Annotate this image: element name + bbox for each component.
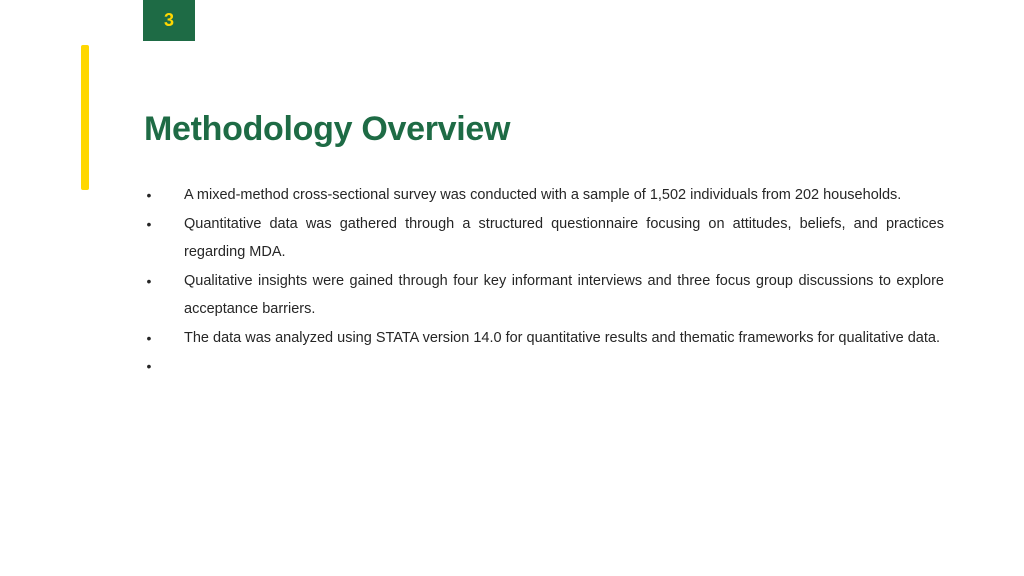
accent-bar (81, 45, 89, 190)
bullet-text: Qualitative insights were gained through four key informant interviews and three focus group discussions to explore acceptance barriers. (184, 272, 944, 317)
bullet-dot-icon: • (146, 272, 152, 289)
slide-number-badge (143, 0, 195, 41)
bullet-text: Quantitative data was gathered through a structured questionnaire focusing on attitudes, beliefs, and practices regarding MDA. (184, 215, 944, 260)
bullet-item-empty (143, 352, 944, 381)
bullet-list (143, 181, 944, 381)
bullet-dot-icon: • (146, 187, 152, 203)
bullet-item (143, 324, 944, 353)
bullet-text: A mixed-method cross-sectional survey was conducted with a sample of 1,502 individuals from 202 households. (184, 187, 902, 203)
slide-number: 3 (163, 10, 174, 30)
bullet-dot-icon: • (146, 329, 152, 346)
bullet-dot-icon: • (146, 358, 152, 374)
slide-title: Methodology Overview (144, 110, 511, 148)
bullet-text: The data was analyzed using STATA version 14.0 for quantitative results and thematic frameworks for qualitative data. (184, 329, 940, 346)
bullet-dot-icon: • (146, 215, 152, 232)
bullet-item (143, 210, 944, 267)
bullet-item (143, 181, 944, 210)
bullet-item (143, 267, 944, 324)
